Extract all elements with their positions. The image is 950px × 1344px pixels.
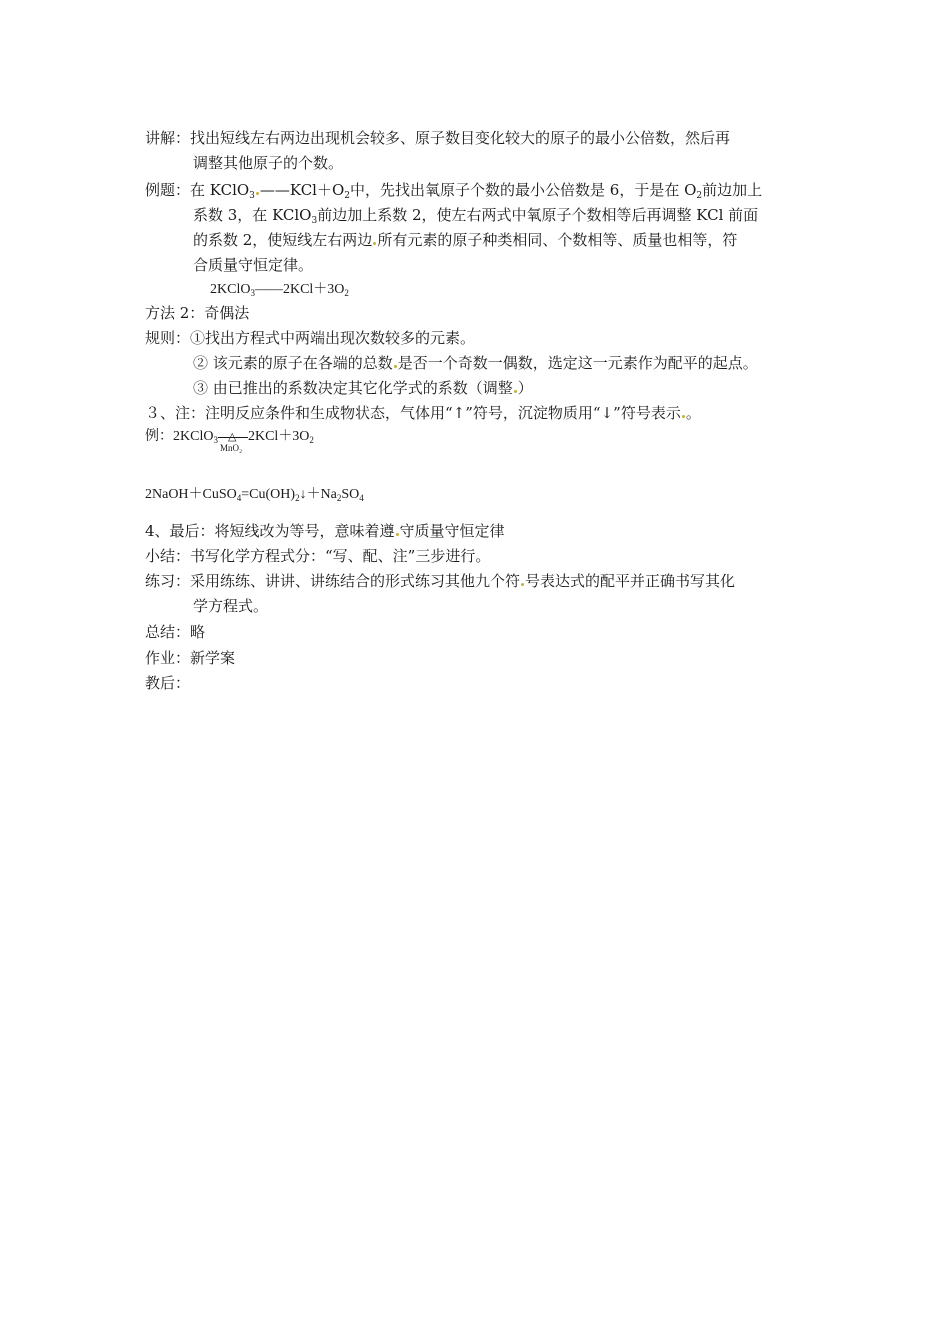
example1-text: 前边加上系数 2，使左右两式中氧原子个数相等后再调整 KCl 前面: [317, 206, 759, 224]
equation-text: =Cu(OH): [241, 487, 296, 502]
note3-text: 。: [685, 404, 701, 422]
example2-label: 例：: [145, 429, 173, 444]
example1-line-3: [193, 230, 737, 250]
mark-dot: [373, 242, 376, 245]
rule-1: ①找出方程式中两端出现次数较多的元素。: [190, 329, 476, 347]
subscript: 3: [311, 216, 318, 226]
subscript: 2: [344, 288, 349, 298]
equation-text: 2KClO: [210, 282, 251, 297]
example1-equation: [210, 280, 349, 303]
example1-text: 所有元素的原子种类相同、个数相等、质量也相等，符: [377, 231, 738, 249]
example1-text: ——KCl＋O: [259, 181, 345, 199]
subscript: 4: [359, 493, 364, 503]
rule-3: ）: [517, 379, 533, 397]
mark-dot: [394, 365, 397, 368]
conclusion-text: 略: [190, 623, 206, 641]
note3-text: ３、注：注明反应条件和生成物状态，气体用“↑”符号，沉淀物质用“↓”符号表示: [145, 404, 681, 422]
rules-line-1: [145, 328, 475, 348]
step4-text: 守质量守恒定律: [399, 522, 505, 540]
example2-equation: [145, 427, 314, 453]
conclusion-line: [145, 622, 205, 642]
equation-text: ↓＋Na: [299, 487, 337, 502]
example1-label: 例题：: [145, 181, 191, 199]
rules-label: 规则：: [145, 329, 191, 347]
equation-text: 2NaOH＋CuSO: [145, 487, 237, 502]
summary-label: 小结：: [145, 547, 191, 565]
catalyst-label: MnO₂: [219, 443, 243, 453]
mark-dot: [396, 533, 399, 536]
practice-line-2: [193, 596, 268, 616]
subscript: 2: [309, 435, 314, 445]
explain-text-2: 调整其他原子的个数。: [193, 154, 344, 172]
mark-dot: [521, 583, 524, 586]
equation-text: 2KCl＋3O: [247, 429, 310, 444]
practice-text: 学方程式。: [193, 597, 269, 615]
example3-equation: [145, 485, 364, 508]
example1-text: 的系数 2，使短线左右两边: [193, 231, 373, 249]
equation-text: SO: [341, 487, 360, 502]
example1-text: 前边加上: [702, 181, 763, 199]
rule-3: ③ 由已推出的系数决定其它化学式的系数（调整: [193, 379, 513, 397]
homework-text: 新学案: [190, 649, 236, 667]
heat-symbol: △: [227, 431, 237, 443]
summary-line: [145, 546, 490, 566]
example1-text: 合质量守恒定律。: [193, 256, 314, 274]
example1-line-4: [193, 255, 313, 275]
subscript: 2: [336, 493, 342, 503]
example1-text: 系数 3，在 KClO: [193, 206, 312, 224]
explain-label: 讲解：: [145, 129, 191, 147]
step4-line: [145, 521, 505, 541]
rules-line-3: [193, 378, 533, 398]
method2-heading: [145, 303, 249, 323]
example1-line-1: [145, 180, 762, 206]
practice-label: 练习：: [145, 572, 191, 590]
conclusion-label: 总结：: [145, 623, 191, 641]
subscript: 2: [696, 191, 703, 201]
subscript: 2: [295, 493, 300, 503]
homework-line: [145, 648, 235, 668]
explain-line-2: [193, 153, 343, 173]
mark-dot: [682, 415, 685, 418]
mark-dot: [256, 192, 259, 195]
practice-text: 号表达式的配平并正确书写其化: [525, 572, 736, 590]
example1-line-2: [193, 205, 758, 231]
reaction-condition: [218, 427, 248, 453]
subscript: 3: [249, 191, 255, 201]
subscript: 2: [344, 191, 351, 201]
step4-text: 4、最后：将短线改为等号，意味着遵: [145, 522, 395, 540]
method2-text: 方法 2：奇偶法: [145, 304, 250, 322]
explain-line-1: [145, 128, 730, 148]
rule-2: ② 该元素的原子在各端的总数: [193, 354, 393, 372]
equation-text: ——2KCl＋3O: [254, 282, 345, 297]
rule-2: 是否一个奇数一偶数，选定这一元素作为配平的起点。: [397, 354, 758, 372]
after-label: 教后：: [145, 674, 191, 692]
explain-text-1: 找出短线左右两边出现机会较多、原子数目变化较大的原子的最小公倍数，然后再: [190, 129, 731, 147]
subscript: 3: [213, 435, 218, 445]
rules-line-2: [193, 353, 758, 373]
mark-dot: [514, 390, 517, 393]
practice-text: 采用练练、讲讲、讲练结合的形式练习其他九个符: [190, 572, 521, 590]
subscript: 3: [250, 288, 255, 298]
after-line: [145, 673, 190, 693]
example1-text: 在 KClO: [190, 181, 250, 199]
example1-text: 中，先找出氧原子个数的最小公倍数是 6，于是在 O: [350, 181, 697, 199]
subscript: 4: [236, 493, 242, 503]
note3-line: [145, 403, 701, 423]
homework-label: 作业：: [145, 649, 191, 667]
practice-line-1: [145, 571, 735, 591]
equation-text: 2KClO: [173, 429, 214, 444]
summary-text: 书写化学方程式分：“写、配、注”三步进行。: [190, 547, 491, 565]
